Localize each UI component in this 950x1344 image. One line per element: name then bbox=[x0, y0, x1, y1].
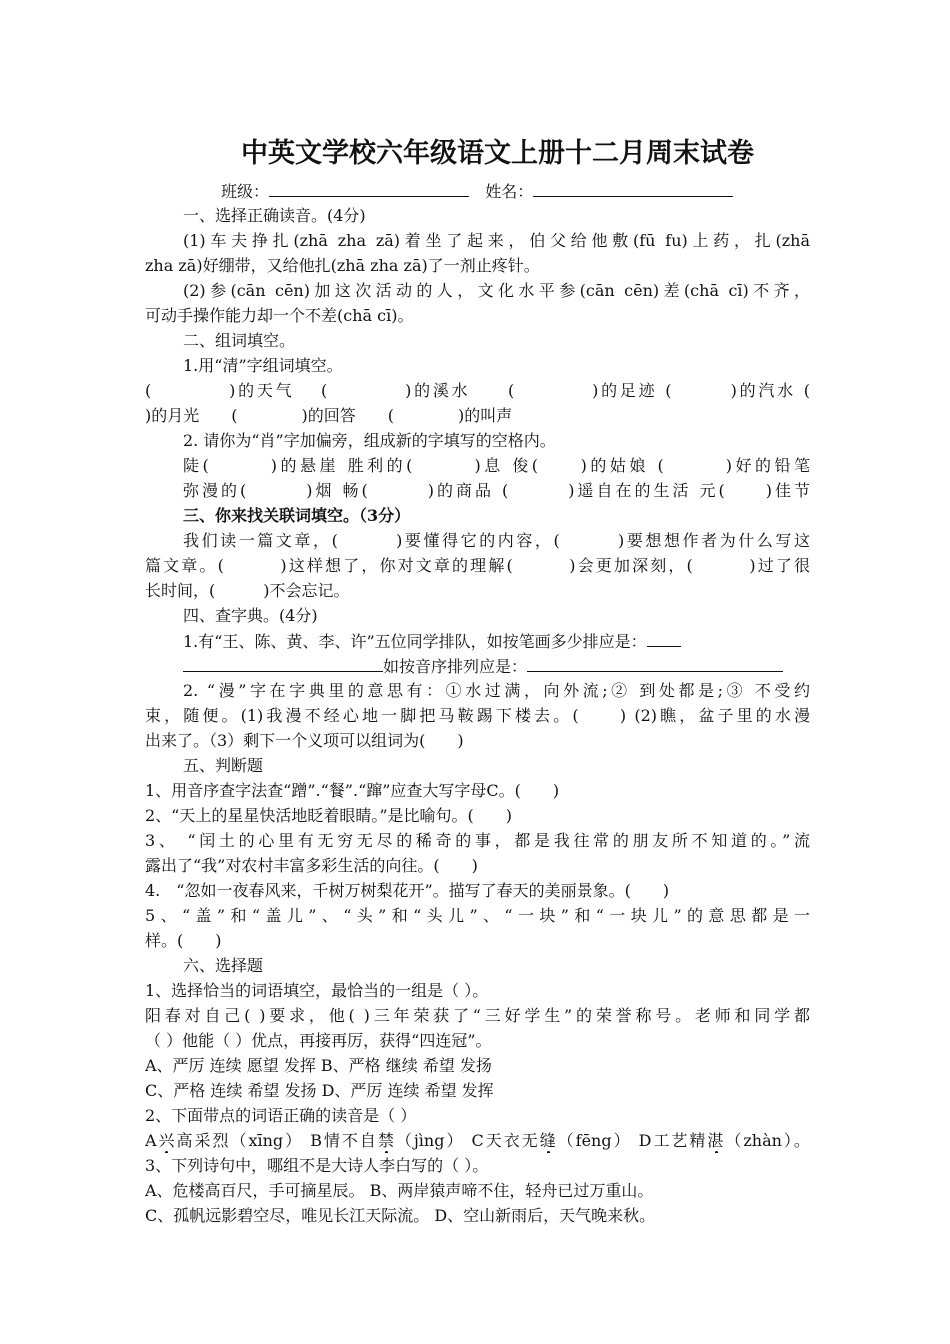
dotted-char: 禁 bbox=[377, 1131, 396, 1150]
section-1-heading: 一、选择正确读音。(4分) bbox=[183, 206, 366, 225]
option-a: A兴高采烈（xīng） bbox=[145, 1131, 304, 1150]
class-blank[interactable] bbox=[269, 178, 469, 197]
option-d: D工艺精湛（zhàn）。 bbox=[638, 1131, 810, 1150]
option-c: C天衣无缝（fēng） bbox=[471, 1131, 632, 1150]
question-line: 2、下面带点的词语正确的读音是（ ） bbox=[145, 1106, 417, 1125]
question-line: 2、“天上的星星快活地眨着眼睛。”是比喻句。( ) bbox=[145, 806, 513, 825]
option-line: C、孤帆远影碧空尽，唯见长江天际流。 D、空山新雨后，天气晚来秋。 bbox=[145, 1206, 656, 1225]
page-title: 中英文学校六年级语文上册十二月周末试卷 bbox=[241, 138, 754, 169]
dotted-char: 缝 bbox=[539, 1131, 558, 1150]
phonetic-order-blank[interactable] bbox=[527, 653, 783, 672]
question-line: 出来了。（3）剩下一个义项可以组词为( ) bbox=[145, 731, 464, 750]
question-line: 1.用“清”字组词填空。 bbox=[183, 356, 343, 375]
question-line: 露出了“我”对农村丰富多彩生活的向往。( ) bbox=[145, 856, 478, 875]
option-line: A、严厉 连续 愿望 发挥 B、严格 继续 希望 发扬 bbox=[145, 1056, 492, 1075]
question-line: 3、下列诗句中，哪组不是大诗人李白写的（ ）。 bbox=[145, 1156, 489, 1175]
phonetic-order-prompt: 如按音序排列应是： bbox=[383, 657, 528, 676]
question-line: 1、用音序查字法查“蹭”.“餐”.“蹿”应查大写字母C。( ) bbox=[145, 781, 560, 800]
question-line: (1)车夫挣扎(zhā zha zā)着坐了起来，伯父给他敷(fū fu)上药，扎(zhā bbox=[183, 231, 810, 250]
option-line: A、危楼高百尺，手可摘星辰。 B、两岸猿声啼不住，轻舟已过万重山。 bbox=[145, 1181, 654, 1200]
question-line: 1、选择恰当的词语填空，最恰当的一组是（ ）。 bbox=[145, 981, 489, 1000]
name-blank[interactable] bbox=[533, 178, 733, 197]
dotted-char: 兴 bbox=[156, 1131, 177, 1150]
question-line: 陡( )的悬崖 胜利的( )息 俊( )的姑娘 ( )好的铅笔 bbox=[183, 456, 810, 475]
question-line: 长时间，( )不会忘记。 bbox=[145, 581, 350, 600]
option-b: B情不自禁（jìng） bbox=[310, 1131, 465, 1150]
section-2-heading: 二、组词填空。 bbox=[183, 331, 296, 350]
question-line: 篇文章。( )这样想了，你对文章的理解( )会更加深刻，( )过了很 bbox=[145, 556, 810, 575]
name-label: 姓名： bbox=[485, 182, 534, 201]
question-line bbox=[145, 653, 810, 678]
question-line bbox=[145, 628, 810, 653]
section-4-heading: 四、查字典。(4分) bbox=[183, 606, 318, 625]
pinyin-option-line bbox=[145, 1128, 810, 1153]
question-line: 2. 请你为“肖”字加偏旁，组成新的字填写的空格内。 bbox=[183, 431, 556, 450]
question-line: 我们读一篇文章，( )要懂得它的内容，( )要想想作者为什么写这 bbox=[183, 531, 810, 550]
question-line: )的月光 ( )的回答 ( )的叫声 bbox=[145, 406, 513, 425]
question-line: 弥漫的( )烟 畅( )的商品 ( )遥自在的生活 元( )佳节 bbox=[183, 481, 810, 500]
class-label: 班级： bbox=[221, 182, 270, 201]
dotted-char: 湛 bbox=[707, 1131, 726, 1150]
question-line: 阳春对自己( )要求，他( )三年荣获了“三好学生”的荣誉称号。老师和同学都 bbox=[145, 1006, 810, 1025]
question-line: 3、 “闰土的心里有无穷无尽的稀奇的事，都是我往常的朋友所不知道的。”流 bbox=[145, 831, 810, 850]
question-line: ( )的天气 ( )的溪水 ( )的足迹 ( )的汽水 ( bbox=[145, 381, 810, 400]
question-line: zha zā)好绷带，又给他扎(zhā zha zā)了一剂止疼针。 bbox=[145, 256, 540, 275]
stroke-order-blank-cont[interactable] bbox=[183, 653, 383, 672]
question-line: （ ）他能（ ）优点，再接再厉，获得“四连冠”。 bbox=[145, 1031, 492, 1050]
student-info-row bbox=[145, 178, 810, 203]
section-6-heading: 六、选择题 bbox=[183, 956, 264, 975]
question-line: 4. “忽如一夜春风来，千树万树梨花开”。描写了春天的美丽景象。( ) bbox=[145, 881, 670, 900]
question-line: 束，随便。(1)我漫不经心地一脚把马鞍踢下楼去。( ) (2)瞧，盆子里的水漫 bbox=[145, 706, 810, 725]
question-line: 5、“盖”和“盖儿”、“头”和“头儿”、“一块”和“一块儿”的意思都是一 bbox=[145, 906, 810, 925]
question-line: (2)参(cān cēn)加这次活动的人，文化水平参(cān cēn)差(chā cī)不齐， bbox=[183, 281, 810, 300]
question-line: 2. “漫”字在字典里的意思有：①水过满，向外流;② 到处都是;③ 不受约 bbox=[183, 681, 810, 700]
exam-page bbox=[145, 130, 810, 1228]
stroke-order-blank[interactable] bbox=[647, 628, 681, 647]
stroke-order-prompt: 1.有“王、陈、黄、李、许”五位同学排队，如按笔画多少排应是： bbox=[183, 632, 647, 651]
section-3-heading: 三、你来找关联词填空。（3分） bbox=[183, 506, 411, 525]
section-5-heading: 五、判断题 bbox=[183, 756, 264, 775]
question-line: 可动手操作能力却一个不差(chā cī)。 bbox=[145, 306, 414, 325]
question-line: 样。( ) bbox=[145, 931, 222, 950]
option-line: C、严格 连续 希望 发扬 D、严厉 连续 希望 发挥 bbox=[145, 1081, 494, 1100]
